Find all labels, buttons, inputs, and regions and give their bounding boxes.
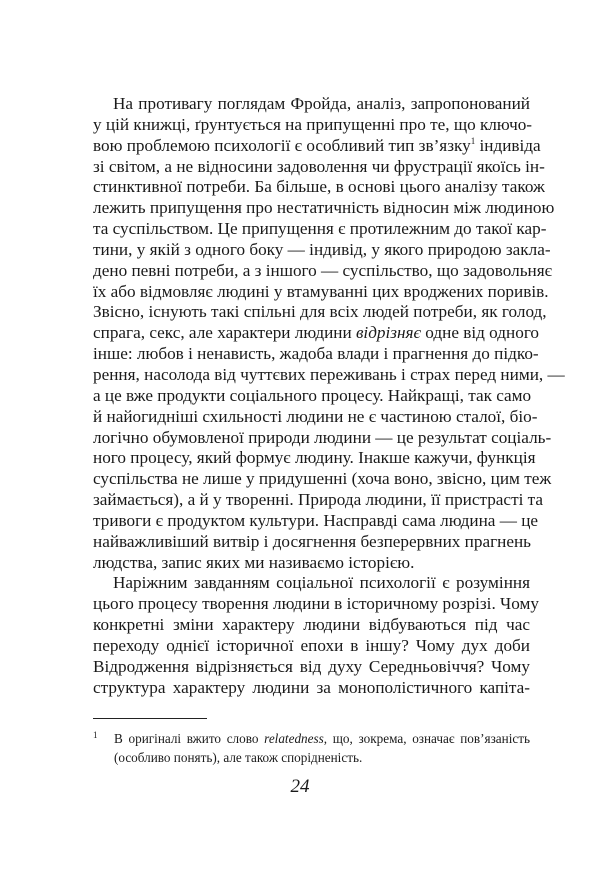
- text-line: [93, 135, 541, 157]
- text-segment: одне від одного: [420, 323, 540, 343]
- footnote-text: , що, зокрема, означає пов’язаність: [323, 731, 530, 746]
- text-line: їх або відмовляє людині у втамуванні цих вроджених поривів.: [93, 281, 549, 301]
- text-line: та суспільством. Це припущення є протилежним до такої кар-: [93, 219, 547, 239]
- footnote-number: 1: [93, 730, 98, 740]
- footnote-emphasis: relatedness: [264, 731, 324, 746]
- text-line: переходу однієї історичної епохи в іншу? Чому дух доби: [93, 635, 530, 655]
- text-line: у цій книжці, ґрунтується на припущенні про те, що ключо-: [93, 114, 533, 134]
- footnote-line: [114, 729, 530, 748]
- page-number: 24: [290, 776, 310, 797]
- text-line: зі світом, а не відносини задоволення чи фрустрації якоїсь ін-: [93, 156, 545, 176]
- text-line: суспільства не лише у придушенні (хоча воно, звісно, цим теж: [93, 469, 552, 489]
- text-line: найважливіший витвір і досягнення безперервних прагнень: [93, 531, 531, 551]
- footnote-divider: [93, 718, 207, 719]
- footnote-line: (особливо понять), але також спорідненість.: [114, 750, 363, 765]
- text-line: Відродження відрізняється від духу Середньовіччя? Чому: [93, 656, 530, 676]
- footnote-reference[interactable]: 1: [470, 135, 476, 146]
- text-line: займається), а й у творенні. Природа людини, її пристрасті та: [93, 490, 543, 510]
- text-line: дено певні потреби, а з іншого — суспільство, що задовольняє: [93, 260, 553, 280]
- text-line: конкретні зміни характеру людини відбуваються під час: [93, 615, 530, 635]
- text-segment: вою проблемою психології є особливий тип зв’язку: [93, 135, 471, 155]
- text-line: логічно обумовленої природи людини — це результат соціаль-: [93, 427, 552, 447]
- body-text: [93, 94, 565, 698]
- text-line: тривоги є продуктом культури. Насправді сама людина — це: [93, 510, 539, 530]
- text-line: а це вже продукти соціального процесу. Найкращі, так само: [93, 385, 532, 405]
- text-line: тини, у якій з одного боку — індивід, у якого природою закла-: [93, 239, 551, 259]
- text-line: ного процесу, який формує людину. Інакше кажучи, функція: [93, 448, 536, 468]
- text-line: цього процесу творення людини в історичному розрізі. Чому: [93, 594, 539, 614]
- text-line: Наріжним завданням соціальної психології є розуміння: [113, 573, 530, 593]
- text-line: На противагу поглядам Фройда, аналіз, запропонований: [113, 94, 530, 113]
- text-line: Звісно, існують такі спільні для всіх людей потреби, як голод,: [93, 302, 547, 322]
- text-segment: спрага, секс, але характери людини: [93, 323, 356, 343]
- text-line: рення, насолода від чуттєвих переживань і страх перед ними, —: [93, 364, 565, 384]
- text-line: інше: любов і ненависть, жадоба влади і прагнення до підко-: [93, 344, 539, 364]
- text-line: лежить припущення про нестатичність відносин між людиною: [93, 198, 555, 218]
- text-segment: індивіда: [475, 135, 541, 155]
- text-line: й найогидніші схильності людини не є частиною сталої, біо-: [93, 406, 538, 426]
- text-line: стинктивної потреби. Ба більше, в основі цього аналізу також: [93, 177, 545, 197]
- emphasis-text: відрізняє: [355, 323, 421, 343]
- footnote: [93, 729, 530, 767]
- text-line: структура характеру людини за монополістичного капіта-: [93, 677, 530, 697]
- text-line: людства, запис яких ми називаємо історією.: [93, 552, 415, 572]
- footnote-text: В оригіналі вжито слово: [114, 731, 265, 746]
- text-line: [93, 323, 540, 344]
